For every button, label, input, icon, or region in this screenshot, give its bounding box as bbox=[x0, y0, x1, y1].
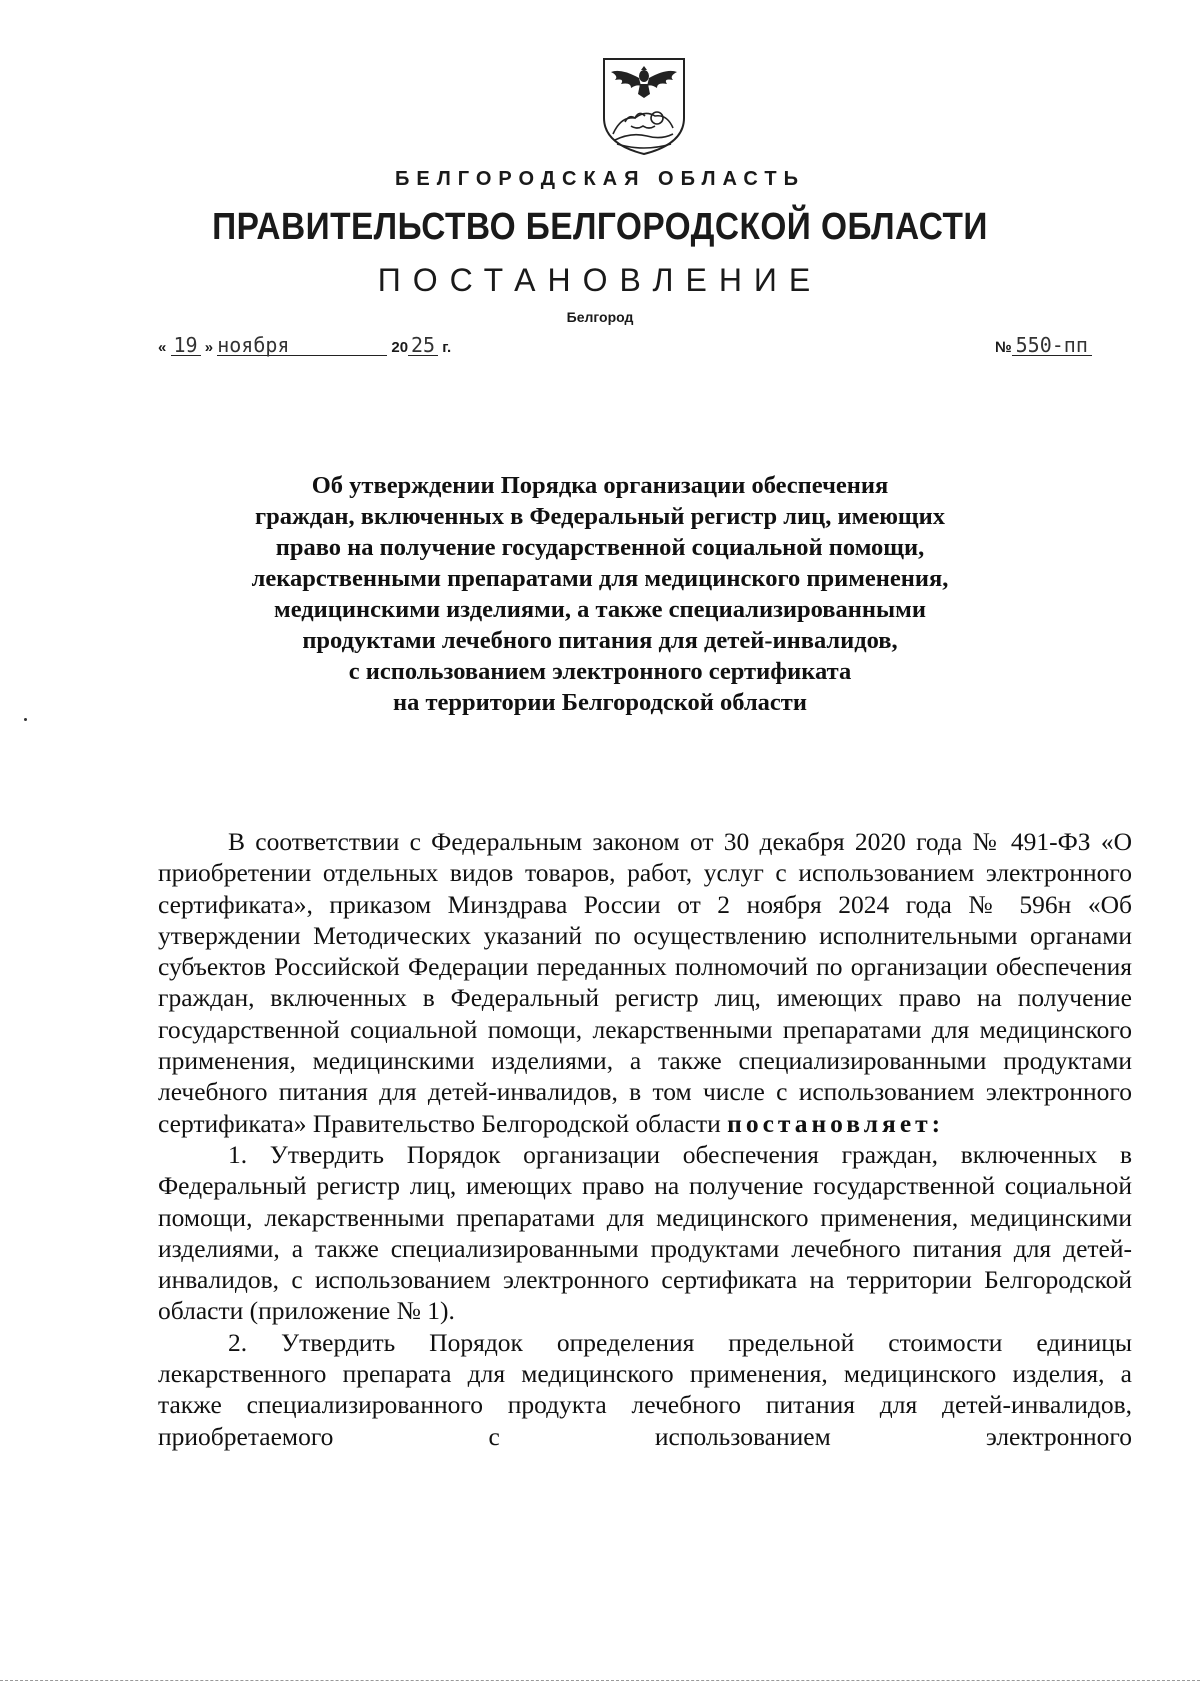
date-year: 25 bbox=[408, 335, 438, 356]
year-mark: г. bbox=[442, 339, 452, 356]
document-number bbox=[995, 335, 1092, 356]
item-2-paragraph: 2. Утвердить Порядок определения предельной стоимости единицы лекарственного препарата для медицинского применения, медицинского изделия, а также специализированного продукта лечебного питания для детей-инвалидов, приобретаемого с использованием электронного bbox=[158, 1327, 1132, 1451]
item-1-paragraph: 1. Утвердить Порядок организации обеспечения граждан, включенных в Федеральный регистр лиц, имеющих право на получение государственной социальной помощи, лекарственными препаратами для медицинского применения, медицинскими изделиями, а также специализированными продуктами лечебного питания для детей-инвалидов, с использованием электронного сертификата на территории Белгородской области (приложение № 1). bbox=[158, 1139, 1132, 1326]
document-title bbox=[150, 470, 1050, 718]
preamble-text: В соответствии с Федеральным законом от 30 декабря 2020 года № 491-ФЗ «О приобретении отдельных видов товаров, работ, услуг с использованием электронного сертификата», приказом Минздрава России от 2 ноября 2024 года № 596н «Об утверждении Методических указаний по осуществлению исполнительными органами субъектов Российской Федерации переданных полномочий по организации обеспечения граждан, включенных в Федеральный регистр лиц, имеющих право на получение государственной социальной помощи, лекарственными препаратами для медицинского применения, медицинскими изделиями, а также специализированными продуктами лечебного питания для детей-инвалидов, в том числе с использованием электронного сертификата» Правительство Белгородской области bbox=[158, 827, 1132, 1138]
date-month: ноября bbox=[217, 335, 387, 356]
document-date bbox=[158, 335, 451, 356]
government-name: ПРАВИТЕЛЬСТВО БЕЛГОРОДСКОЙ ОБЛАСТИ bbox=[212, 206, 988, 248]
region-name: БЕЛГОРОДСКАЯ ОБЛАСТЬ bbox=[395, 168, 805, 190]
title-line: с использованием электронного сертификата bbox=[348, 658, 852, 685]
coat-of-arms-icon bbox=[601, 56, 687, 156]
title-line: на территории Белгородской области bbox=[393, 689, 807, 716]
preamble-paragraph bbox=[158, 826, 1132, 1139]
document-body bbox=[158, 826, 1132, 1452]
decree-word: постановляет: bbox=[727, 1108, 945, 1138]
city-name: Белгород bbox=[566, 309, 634, 325]
title-line: граждан, включенных в Федеральный регистр лиц, имеющих bbox=[255, 503, 945, 530]
date-quote-open: « bbox=[158, 339, 167, 356]
title-line: Об утверждении Порядка организации обеспечения bbox=[311, 472, 889, 499]
title-line: медицинскими изделиями, а также специализированными bbox=[274, 596, 926, 623]
date-quote-close: » bbox=[204, 339, 214, 356]
year-prefix: 20 bbox=[391, 339, 409, 356]
title-line: право на получение государственной социальной помощи, bbox=[275, 534, 925, 561]
title-line: продуктами лечебного питания для детей-инвалидов, bbox=[302, 627, 898, 654]
title-line: лекарственными препаратами для медицинского применения, bbox=[251, 565, 949, 592]
number-label: № bbox=[995, 339, 1012, 356]
number-value: 550-пп bbox=[1012, 335, 1092, 356]
date-day: 19 bbox=[171, 335, 201, 356]
scan-speck bbox=[24, 718, 27, 721]
page-bottom-line bbox=[0, 1680, 1200, 1681]
document-type: ПОСТАНОВЛЕНИЕ bbox=[377, 262, 823, 298]
